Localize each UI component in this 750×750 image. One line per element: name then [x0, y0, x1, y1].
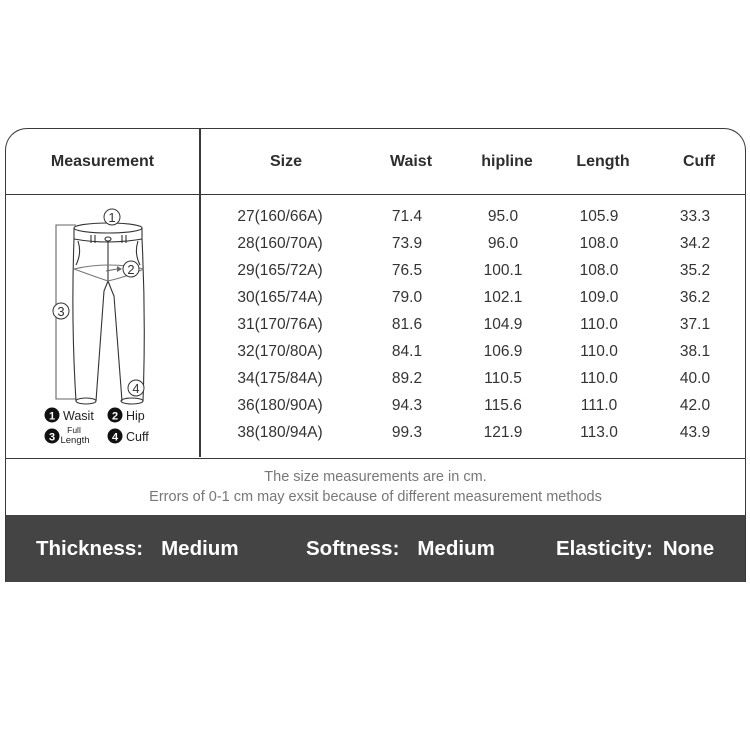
cell-length: 110.0 — [580, 343, 618, 360]
size-rows — [200, 203, 746, 446]
header-waist: Waist — [389, 153, 433, 170]
attribute-value: Medium — [417, 537, 495, 560]
cell-cuff: 33.3 — [679, 208, 711, 225]
marker-3: 3 — [57, 304, 65, 319]
cell-size: 38(180/94A) — [237, 424, 323, 441]
svg-text:1: 1 — [48, 410, 56, 423]
cell-cuff: 43.9 — [679, 424, 711, 441]
cell-cuff: 42.0 — [679, 397, 711, 414]
pants-diagram-icon — [26, 201, 186, 451]
attribute-label: Elasticity: — [556, 537, 653, 560]
cell-hipline: 115.6 — [484, 397, 522, 414]
attribute-softness — [306, 515, 495, 582]
cell-hipline: 121.9 — [483, 424, 523, 441]
legend-full: Full — [67, 425, 81, 435]
cell-size: 30(165/74A) — [237, 289, 323, 306]
cell-cuff: 34.2 — [679, 235, 711, 252]
cell-size: 32(170/80A) — [237, 343, 323, 360]
header-hipline: hipline — [481, 153, 533, 170]
legend-cuff: Cuff — [126, 430, 149, 444]
cell-waist: 81.6 — [391, 316, 423, 333]
measurement-note — [6, 459, 745, 515]
cell-size: 27(160/66A) — [237, 208, 323, 225]
table-header — [6, 129, 745, 195]
cell-length: 110.0 — [580, 370, 618, 387]
svg-text:4: 4 — [111, 431, 119, 444]
cell-cuff: 37.1 — [679, 316, 711, 333]
cell-size: 28(160/70A) — [237, 235, 323, 252]
cell-length: 111.0 — [580, 397, 618, 414]
cell-length: 110.0 — [580, 316, 618, 333]
marker-1: 1 — [108, 210, 116, 225]
legend-waist: Wasit — [63, 409, 94, 423]
note-line-2: Errors of 0-1 cm may exsit because of different measurement methods — [149, 489, 602, 505]
cell-waist: 71.4 — [391, 208, 423, 225]
cell-length: 108.0 — [579, 235, 619, 252]
cell-size: 36(180/90A) — [237, 397, 323, 414]
cell-hipline: 102.1 — [483, 289, 523, 306]
table-row — [200, 392, 746, 419]
cell-size: 31(170/76A) — [237, 316, 323, 333]
cell-waist: 94.3 — [391, 397, 423, 414]
table-row — [200, 338, 746, 365]
svg-text:3: 3 — [48, 431, 56, 444]
size-chart — [5, 128, 746, 582]
cell-cuff: 35.2 — [679, 262, 711, 279]
note-line-1: The size measurements are in cm. — [264, 469, 487, 485]
table-row — [200, 257, 746, 284]
cell-waist: 73.9 — [391, 235, 423, 252]
cell-length: 113.0 — [580, 424, 618, 441]
cell-hipline: 110.5 — [484, 370, 522, 387]
cell-hipline: 106.9 — [483, 343, 523, 360]
svg-text:2: 2 — [111, 410, 119, 423]
attribute-value: None — [662, 537, 715, 560]
table-body — [6, 195, 745, 459]
attribute-thickness — [36, 515, 239, 582]
marker-2: 2 — [127, 262, 135, 277]
header-length: Length — [576, 153, 630, 170]
header-measurement: Measurement — [50, 153, 155, 170]
cell-waist: 79.0 — [391, 289, 423, 306]
attribute-label: Thickness: — [36, 537, 144, 560]
attribute-value: Medium — [161, 537, 239, 560]
table-row — [200, 203, 746, 230]
cell-waist: 76.5 — [391, 262, 423, 279]
header-size: Size — [269, 153, 302, 170]
cell-hipline: 96.0 — [487, 235, 519, 252]
cell-cuff: 40.0 — [679, 370, 711, 387]
table-row — [200, 419, 746, 446]
cell-length: 109.0 — [579, 289, 619, 306]
table-row — [200, 365, 746, 392]
cell-waist: 99.3 — [391, 424, 423, 441]
legend-hip: Hip — [126, 409, 145, 423]
attribute-label: Softness: — [306, 537, 400, 560]
cell-length: 108.0 — [579, 262, 619, 279]
header-cuff: Cuff — [683, 153, 715, 170]
cell-size: 29(165/72A) — [237, 262, 323, 279]
cell-cuff: 36.2 — [679, 289, 711, 306]
pants-illustration — [26, 201, 186, 451]
attribute-elasticity — [556, 515, 714, 582]
marker-4: 4 — [132, 381, 140, 396]
cell-hipline: 104.9 — [483, 316, 523, 333]
cell-waist: 89.2 — [391, 370, 423, 387]
cell-size: 34(175/84A) — [237, 370, 323, 387]
cell-hipline: 100.1 — [483, 262, 523, 279]
table-row — [200, 230, 746, 257]
fabric-attributes-bar — [6, 515, 745, 582]
table-row — [200, 284, 746, 311]
cell-hipline: 95.0 — [487, 208, 519, 225]
cell-length: 105.9 — [579, 208, 619, 225]
table-row — [200, 311, 746, 338]
cell-waist: 84.1 — [391, 343, 423, 360]
legend-length: Length — [60, 435, 90, 446]
cell-cuff: 38.1 — [679, 343, 711, 360]
